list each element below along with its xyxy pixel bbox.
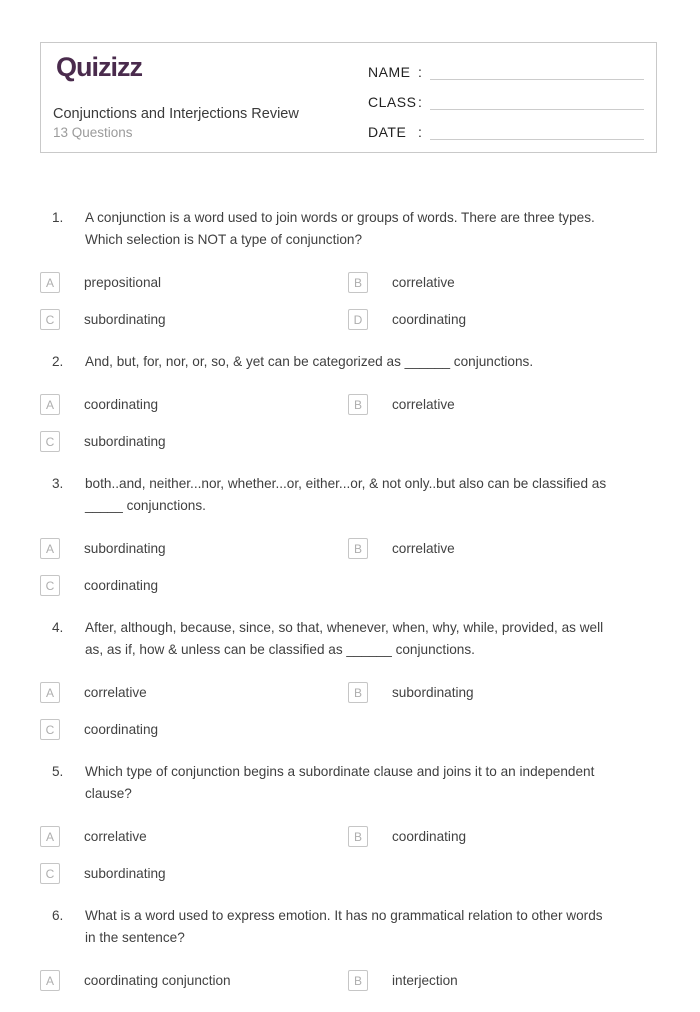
option-label: subordinating — [84, 312, 166, 327]
option-label: interjection — [392, 973, 458, 988]
field-write-line — [430, 94, 644, 110]
answer-option-b — [348, 970, 660, 991]
option-label: coordinating conjunction — [84, 973, 231, 988]
answer-option-b — [348, 272, 660, 293]
field-colon: : — [418, 94, 422, 110]
option-label: correlative — [84, 829, 147, 844]
student-field-row-name — [368, 59, 644, 80]
options-grid — [40, 682, 660, 740]
option-letter-box: A — [40, 538, 60, 559]
option-letter-box: A — [40, 682, 60, 703]
question-text — [85, 617, 660, 661]
option-label: correlative — [392, 397, 455, 412]
option-label: correlative — [392, 275, 455, 290]
question-1 — [40, 207, 660, 330]
answer-option-a — [40, 826, 348, 847]
worksheet-title: Conjunctions and Interjections Review — [53, 106, 299, 122]
field-write-line — [430, 124, 644, 140]
student-info-fields — [368, 54, 644, 141]
option-letter-box: B — [348, 394, 368, 415]
field-label: NAME — [368, 64, 411, 80]
answer-option-a — [40, 538, 348, 559]
question-text-line: as, as if, how & unless can be classified as ______ conjunctions. — [85, 642, 475, 657]
question-number: 4. — [52, 620, 64, 635]
options-grid — [40, 538, 660, 596]
option-label: coordinating — [84, 578, 159, 593]
question-text — [85, 761, 660, 805]
field-colon: : — [418, 124, 422, 140]
option-label: subordinating — [392, 685, 474, 700]
question-text-line: clause? — [85, 786, 132, 801]
question-number: 6. — [52, 908, 64, 923]
answer-option-b — [348, 394, 660, 415]
option-letter-box: C — [40, 863, 60, 884]
question-text-line: A conjunction is a word used to join words or groups of words. There are three types. — [85, 210, 595, 225]
option-label: coordinating — [392, 829, 467, 844]
option-letter-box: C — [40, 575, 60, 596]
question-text-line: both..and, neither...nor, whether...or, either...or, & not only..but also can be classified as — [85, 476, 607, 491]
question-row — [40, 473, 660, 517]
options-grid — [40, 272, 660, 330]
question-row — [40, 207, 660, 251]
option-letter-box: B — [348, 970, 368, 991]
field-label: DATE — [368, 124, 407, 140]
question-text-line: Which selection is NOT a type of conjunction? — [85, 232, 363, 247]
question-number: 3. — [52, 476, 64, 491]
option-label: correlative — [392, 541, 455, 556]
option-letter-box: C — [40, 719, 60, 740]
option-letter-box: B — [348, 538, 368, 559]
option-label: subordinating — [84, 434, 166, 449]
question-text-line: After, although, because, since, so that, whenever, when, why, while, provided, as well — [85, 620, 604, 635]
options-grid — [40, 394, 660, 452]
answer-option-c — [40, 575, 348, 596]
question-text-line: _____ conjunctions. — [85, 498, 206, 513]
answer-option-c — [40, 863, 348, 884]
option-letter-box: A — [40, 394, 60, 415]
student-field-row-date — [368, 119, 644, 140]
questions-list — [40, 154, 660, 1012]
question-row — [40, 761, 660, 805]
answer-option-c — [40, 309, 348, 330]
question-6 — [40, 905, 660, 991]
answer-option-b — [348, 826, 660, 847]
option-label: coordinating — [392, 312, 467, 327]
answer-option-d — [348, 309, 660, 330]
question-text-line: in the sentence? — [85, 930, 185, 945]
option-letter-box: A — [40, 826, 60, 847]
question-number: 2. — [52, 354, 64, 369]
question-number: 1. — [52, 210, 64, 225]
options-grid — [40, 970, 660, 991]
field-colon: : — [418, 64, 422, 80]
option-label: subordinating — [84, 866, 166, 881]
option-label: prepositional — [84, 275, 162, 290]
student-field-row-class — [368, 89, 644, 110]
options-grid — [40, 826, 660, 884]
question-text — [85, 207, 660, 251]
option-letter-box: D — [348, 309, 368, 330]
option-letter-box: B — [348, 826, 368, 847]
quizizz-logo: Quizizz — [56, 52, 142, 82]
answer-option-a — [40, 682, 348, 703]
option-label: coordinating — [84, 722, 159, 737]
question-3 — [40, 473, 660, 596]
question-2 — [40, 351, 660, 452]
question-text-line: What is a word used to express emotion. It has no grammatical relation to other words — [85, 908, 603, 923]
header-card — [40, 42, 657, 153]
answer-option-a — [40, 272, 348, 293]
option-letter-box: A — [40, 272, 60, 293]
option-label: coordinating — [84, 397, 159, 412]
option-letter-box: C — [40, 309, 60, 330]
question-text-line: Which type of conjunction begins a subordinate clause and joins it to an independent — [85, 764, 595, 779]
field-write-line — [430, 64, 644, 80]
question-text — [85, 473, 660, 517]
answer-option-b — [348, 682, 660, 703]
answer-option-b — [348, 538, 660, 559]
answer-option-c — [40, 719, 348, 740]
header-left — [53, 54, 299, 141]
question-5 — [40, 761, 660, 884]
question-row — [40, 905, 660, 949]
question-4 — [40, 617, 660, 740]
answer-option-c — [40, 431, 348, 452]
question-row — [40, 351, 660, 373]
question-number: 5. — [52, 764, 64, 779]
field-label: CLASS — [368, 94, 417, 110]
question-text — [85, 351, 660, 373]
option-letter-box: B — [348, 682, 368, 703]
answer-option-a — [40, 970, 348, 991]
question-text-line: And, but, for, nor, or, so, & yet can be categorized as ______ conjunctions. — [85, 354, 534, 369]
question-row — [40, 617, 660, 661]
option-letter-box: B — [348, 272, 368, 293]
option-label: correlative — [84, 685, 147, 700]
title-block — [53, 105, 299, 141]
option-label: subordinating — [84, 541, 166, 556]
option-letter-box: C — [40, 431, 60, 452]
question-text — [85, 905, 660, 949]
option-letter-box: A — [40, 970, 60, 991]
answer-option-a — [40, 394, 348, 415]
question-count: 13 Questions — [53, 125, 133, 140]
